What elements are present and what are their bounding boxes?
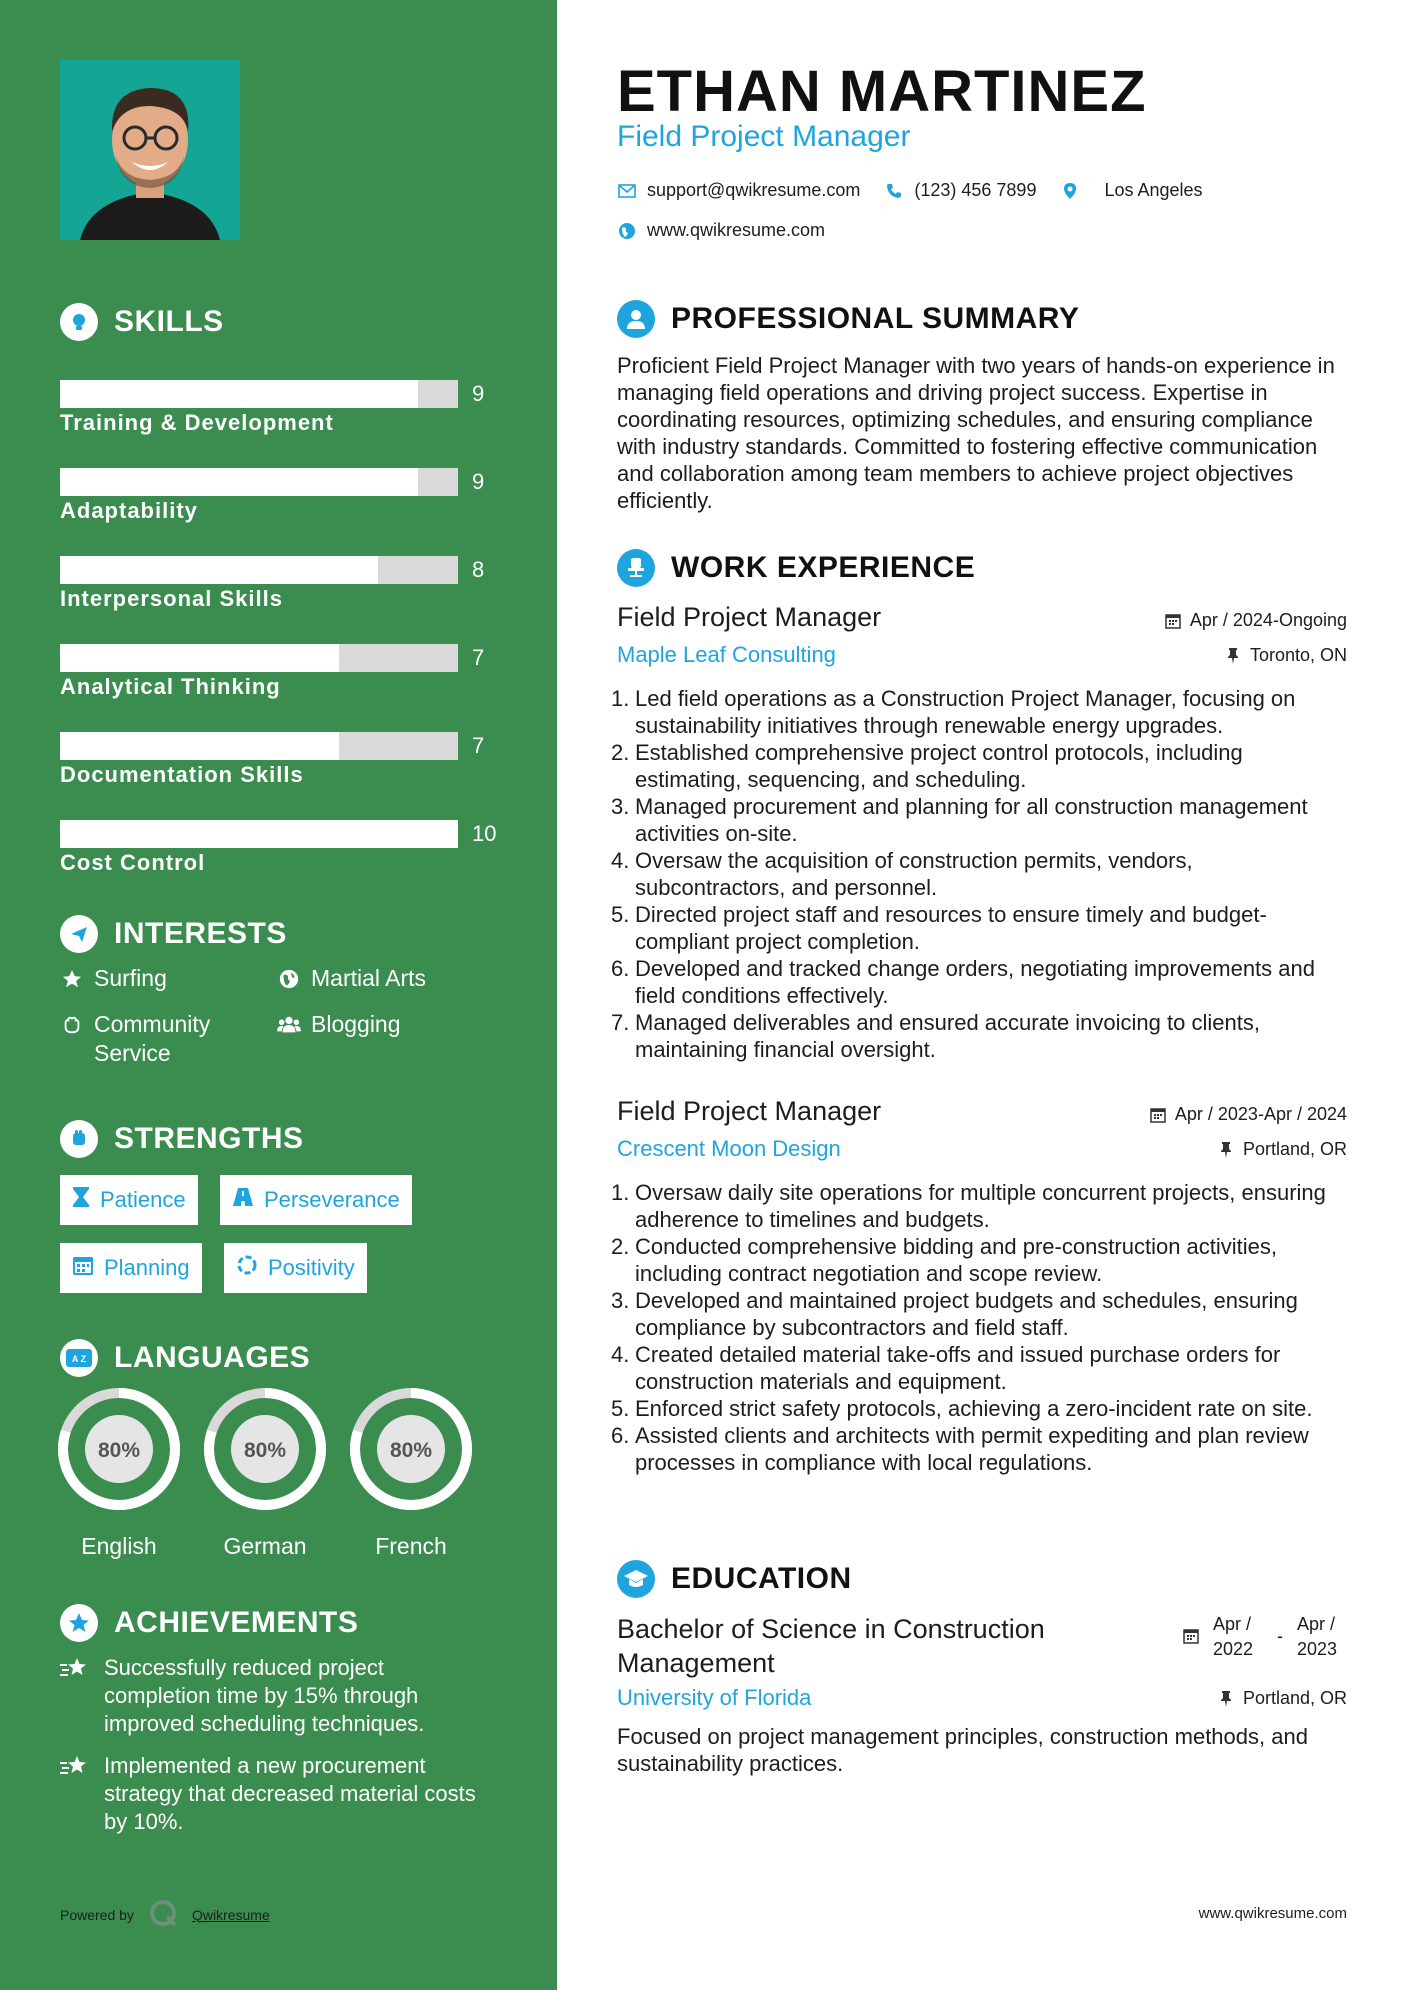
education-location: Portland, OR [1217,1688,1347,1709]
summary-heading: PROFESSIONAL SUMMARY [617,300,1079,338]
phone-number[interactable]: (123) 456 7899 [914,180,1037,200]
interest-label: Surfing [94,965,167,991]
strength-label: Patience [100,1187,186,1212]
list-item: 7. Managed deliverables and ensured accurate invoicing to clients, maintaining financial oversight. [611,1010,1260,1062]
lightbulb-icon [60,303,98,341]
skill-name: Cost Control [60,850,206,875]
language-icon [60,1339,98,1377]
summary-text: Proficient Field Project Manager with two years of hands-on experience in managing field operations and driving project success. Expertise in coordinating resources, optimizing schedules, and ensuring compliance with industry standards. Committed to fostering effective communication and collaboration among team members to achieve project objectives efficiently. [617,353,1335,513]
powered-by [60,1898,270,1931]
hand-icon [60,1010,84,1039]
pin-icon [1217,1141,1235,1159]
skill-value: 9 [472,469,485,494]
svg-text:A Z: A Z [71,1354,87,1364]
job-location: Toronto, ON [1224,645,1347,666]
skill-value: 7 [472,733,485,758]
interest-item [60,964,250,993]
strength-label: Planning [104,1255,190,1280]
list-item: 5. Directed project staff and resources to ensure timely and budget-compliant project completion. [611,902,1267,954]
interest-item [60,1010,250,1068]
skill-bar [60,380,458,408]
skill-name: Adaptability [60,498,198,523]
education-end: Apr / 2023 [1297,1614,1338,1659]
skill-value: 7 [472,645,485,670]
skills-heading: SKILLS [60,303,224,341]
job-location: Portland, OR [1217,1139,1347,1160]
website-link[interactable]: www.qwikresume.com [647,220,826,240]
job-duties [611,1179,1347,1476]
languages-heading: A Z LANGUAGES [60,1339,310,1377]
language-percent: 80% [389,1439,433,1462]
language-name: English [81,1533,157,1559]
interest-label: Blogging [311,1011,401,1037]
list-item: 6. Developed and tracked change orders, negotiating improvements and field conditions effectively. [611,956,1315,1008]
job-company: Crescent Moon Design [617,1136,841,1161]
powered-by-label: Powered by [60,1906,134,1923]
skill-value: 10 [472,821,497,846]
interest-item [277,964,477,993]
language-item [350,1388,472,1560]
skill-bar [60,820,458,848]
candidate-name: ETHAN MARTINEZ [617,59,1147,124]
skill-name: Analytical Thinking [60,674,281,699]
job-dates: Apr / 2023-Apr / 2024 [1149,1104,1347,1125]
skill-bar [60,468,458,496]
education-dates [1183,1612,1347,1662]
job-title: Field Project Manager [617,602,882,632]
hourglass-icon [72,1186,90,1214]
calendar-icon [1149,1106,1167,1124]
language-name: German [223,1533,307,1559]
language-ring [204,1388,326,1510]
strength-label: Perseverance [264,1187,400,1212]
language-ring [350,1388,472,1510]
graduation-cap-icon [617,1560,655,1598]
job-duties [611,685,1347,1063]
interests-heading: INTERESTS [60,915,287,953]
profile-photo [60,60,240,240]
achievement-item [60,1654,480,1738]
shooting-star-icon [60,1654,92,1738]
language-percent: 80% [97,1439,141,1462]
user-icon [617,300,655,338]
education-heading: EDUCATION [617,1560,852,1598]
road-icon [232,1187,254,1213]
paper-plane-icon [60,915,98,953]
job-company: Maple Leaf Consulting [617,642,836,667]
list-item: 3. Managed procurement and planning for all construction management activities on-site. [611,794,1308,846]
language-ring [58,1388,180,1510]
candidate-role: Field Project Manager [617,120,911,153]
list-item: 5. Enforced strict safety protocols, achieving a zero-incident rate on site. [611,1396,1313,1421]
fist-icon [60,1120,98,1158]
email-link[interactable]: support@qwikresume.com [647,180,861,200]
skill-bar [60,644,458,672]
globe-icon [277,964,301,993]
strength-tag [220,1175,412,1225]
strength-tag [224,1243,367,1293]
degree-title: Bachelor of Science in Construction Management [617,1614,1045,1678]
interest-label: Community Service [94,1011,211,1066]
contact-row [617,180,1203,201]
skill-name: Interpersonal Skills [60,586,283,611]
users-icon [277,1010,301,1039]
language-item [58,1388,180,1560]
achievements-heading: ACHIEVEMENTS [60,1604,358,1642]
shooting-star-icon [60,1752,92,1836]
job-dates: Apr / 2024-Ongoing [1164,610,1347,631]
experience-heading: WORK EXPERIENCE [617,549,975,587]
strength-tag [60,1175,198,1225]
education-date-separator: - [1277,1626,1283,1646]
strength-label: Positivity [268,1255,355,1280]
footer-url[interactable]: www.qwikresume.com [1198,1905,1347,1922]
main-content [611,0,1347,1990]
list-item: 1. Led field operations as a Construction Project Manager, focusing on sustainability initiatives through renewable energy upgrades. [611,686,1296,738]
list-item: 3. Developed and maintained project budgets and schedules, ensuring compliance by subcontractors and field staff. [611,1288,1298,1340]
pin-icon [1217,1690,1235,1708]
map-marker-icon [1060,181,1080,201]
skill-name: Documentation Skills [60,762,304,787]
strength-tag [60,1243,202,1293]
list-item: 1. Oversaw daily site operations for multiple concurrent projects, ensuring adherence to timelines and budgets. [611,1180,1326,1232]
language-percent: 80% [243,1439,287,1462]
envelope-icon [617,181,637,201]
skill-value: 9 [472,381,485,406]
school-name: University of Florida [617,1685,812,1710]
pin-icon [1224,647,1242,665]
achievement-text: Successfully reduced project completion time by 15% through improved scheduling techniques. [104,1655,425,1736]
qwikresume-link[interactable]: Qwikresume [191,1906,270,1923]
location-text: Los Angeles [1104,180,1203,200]
job-title: Field Project Manager [617,1096,882,1126]
skill-bar [60,732,458,760]
list-item: 2. Conducted comprehensive bidding and pre-construction activities, including contract negotiation and scope review. [611,1234,1278,1286]
calendar-icon [1164,612,1182,630]
skill-name: Training & Development [60,410,334,435]
globe-icon [617,221,637,241]
calendar-icon [1183,1612,1199,1662]
circle-notch-icon [236,1254,258,1282]
skill-value: 8 [472,557,485,582]
education-description: Focused on project management principles, construction methods, and sustainability practices. [617,1724,1308,1776]
achievement-item [60,1752,480,1836]
website-row [617,220,825,241]
star-icon [60,964,84,993]
achievement-text: Implemented a new procurement strategy that decreased material costs by 10%. [104,1753,476,1834]
language-item [204,1388,326,1560]
education-start: Apr / 2022 [1213,1614,1254,1659]
strengths-heading: STRENGTHS [60,1120,304,1158]
interest-item [277,1010,477,1039]
office-chair-icon [617,549,655,587]
star-badge-icon [60,1604,98,1642]
list-item: 4. Oversaw the acquisition of construction permits, vendors, subcontractors, and personnel. [611,848,1193,900]
language-name: French [375,1533,447,1559]
skill-bar [60,556,458,584]
list-item: 6. Assisted clients and architects with permit expediting and plan review processes in compliance with local regulations. [611,1423,1309,1475]
calendar-icon [72,1254,94,1282]
list-item: 4. Created detailed material take-offs and issued purchase orders for construction materials and equipment. [611,1342,1281,1394]
qwikresume-logo-icon [148,1898,178,1931]
phone-icon [884,181,904,201]
list-item: 2. Established comprehensive project control protocols, including estimating, sequencing, and scheduling. [611,740,1243,792]
interest-label: Martial Arts [311,965,427,991]
sidebar [0,0,557,1990]
